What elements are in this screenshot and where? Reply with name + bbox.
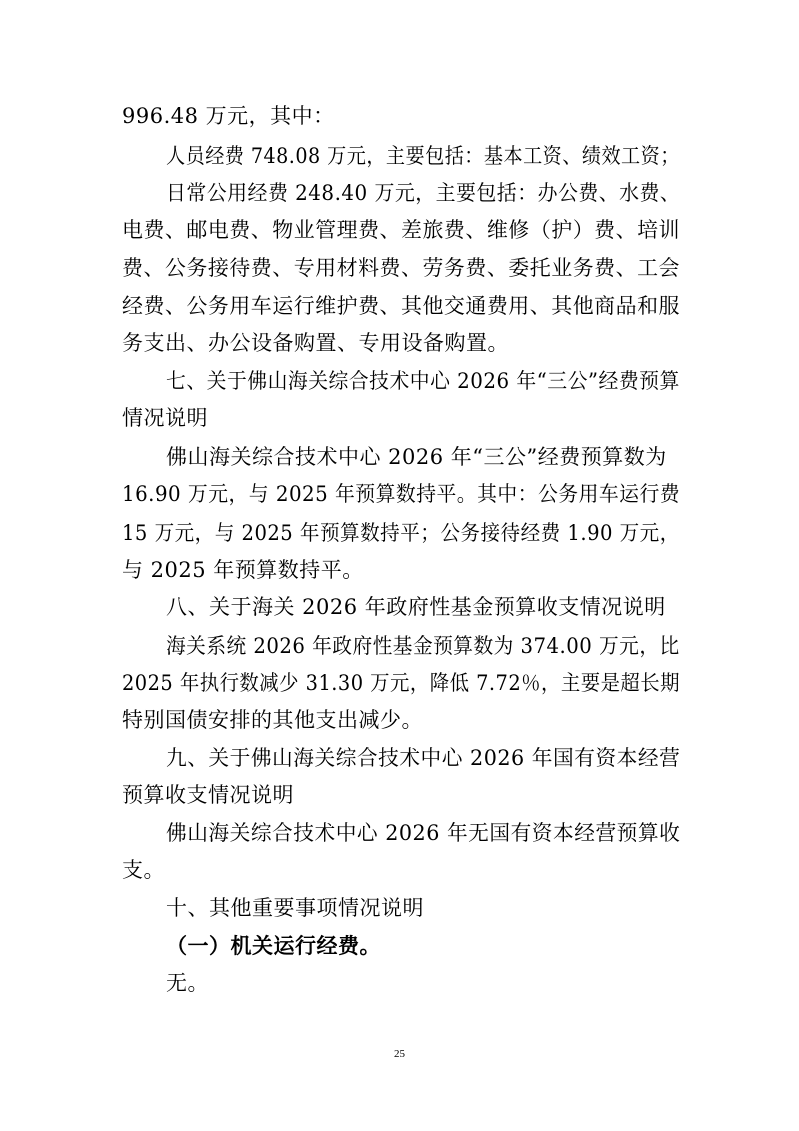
text-line-4: 电费、邮电费、物业管理费、差旅费、维修（护）费、培训 — [122, 218, 680, 242]
page-number: 25 — [394, 1048, 405, 1060]
section-heading-10: 十、其他重要事项情况说明 — [166, 896, 424, 920]
section-heading-7: 七、关于佛山海关综合技术中心 2026 年“三公”经费预算 — [166, 369, 680, 393]
section-heading-9-cont: 预算收支情况说明 — [122, 783, 294, 807]
section-heading-9: 九、关于佛山海关综合技术中心 2026 年国有资本经营 — [166, 746, 681, 770]
text-line-12: 15 万元，与 2025 年预算数持平；公务接待经费 1.90 万元， — [122, 521, 680, 545]
text-line-10: 佛山海关综合技术中心 2026 年“三公”经费预算数为 — [166, 445, 667, 469]
text-line-6: 经费、公务用车运行维护费、其他交通费用、其他商品和服 — [122, 294, 680, 318]
text-line-11: 16.90 万元，与 2025 年预算数持平。其中：公务用车运行费 — [122, 482, 681, 506]
subsection-heading-1: （一）机关运行经费。 — [166, 933, 381, 958]
text-line-15: 海关系统 2026 年政府性基金预算数为 374.00 万元，比 — [166, 634, 680, 658]
text-line-3: 日常公用经费 248.40 万元，主要包括：办公费、水费、 — [166, 181, 681, 205]
text-line-13: 与 2025 年预算数持平。 — [122, 558, 364, 582]
section-heading-8: 八、关于海关 2026 年政府性基金预算收支情况说明 — [166, 595, 666, 619]
text-line-17: 特别国债安排的其他支出减少。 — [122, 708, 423, 732]
text-line-5: 费、公务接待费、专用材料费、劳务费、委托业务费、工会 — [122, 256, 680, 280]
text-line-1: 996.48 万元，其中： — [122, 104, 335, 128]
text-line-24: 无。 — [166, 971, 209, 995]
text-line-2: 人员经费 748.08 万元，主要包括：基本工资、绩效工资； — [166, 144, 680, 168]
text-line-7: 务支出、办公设备购置、专用设备购置。 — [122, 331, 509, 355]
text-line-20: 佛山海关综合技术中心 2026 年无国有资本经营预算收 — [166, 821, 681, 845]
text-line-16: 2025 年执行数减少 31.30 万元，降低 7.72％，主要是超长期 — [122, 671, 681, 695]
text-line-21: 支。 — [122, 858, 165, 882]
section-heading-7-cont: 情况说明 — [122, 406, 208, 430]
